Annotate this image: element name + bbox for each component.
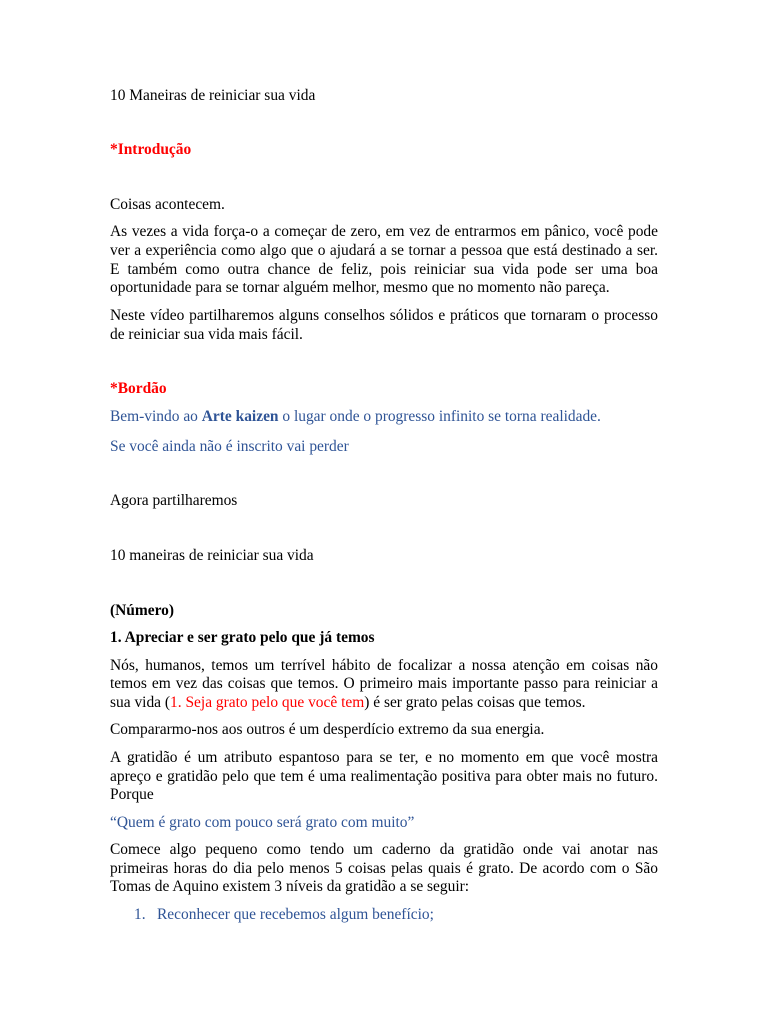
item-paragraph — [110, 749, 658, 805]
subscribe-line: Se você ainda não é inscrito vai perder — [110, 437, 349, 455]
section-heading-bordao: *Bordão — [110, 380, 167, 398]
blank-line — [110, 575, 658, 594]
intro-opening-line: Coisas acontecem. — [110, 196, 225, 214]
welcome-text: Bem-vindo ao — [110, 407, 202, 425]
item-paragraph — [110, 657, 658, 713]
section-heading-introducao: *Introdução — [110, 141, 192, 159]
list-item-text: Reconhecer que recebemos algum benefício; — [157, 905, 434, 923]
item-heading: 1. Apreciar e ser grato pelo que já temos — [110, 629, 375, 647]
paragraph-line: Nós, humanos, temos um terrível hábito de focalizar a nossa atenção em coisas não — [110, 656, 658, 674]
paragraph-text: sua vida ( — [110, 694, 171, 712]
paragraph-line: As vezes a vida força-o a começar de zero, em vez de entrarmos em pânico, você pode — [110, 223, 658, 241]
paragraph-line: Porque — [110, 786, 154, 804]
paragraph-line: Tomas de Aquino existem 3 níveis da gratidão a se seguir: — [110, 878, 470, 896]
paragraph-line: de reiniciar sua vida mais fácil. — [110, 325, 303, 343]
paragraph-line: primeiras horas do dia pelo menos 5 coisas pelas quais é grato. De acordo com o São — [110, 859, 658, 877]
intro-video-paragraph — [110, 307, 658, 344]
list-item — [110, 906, 658, 925]
blank-line — [110, 353, 658, 372]
welcome-line — [110, 408, 658, 427]
paragraph-line: oportunidade para se tornar alguém melhor, mesmo que no momento não pareça. — [110, 279, 610, 297]
highlighted-tip: 1. Seja grato pelo que você tem — [170, 694, 365, 712]
intro-paragraph — [110, 223, 658, 298]
paragraph-line: ver a experiência como algo que o ajudará a se tornar a pessoa que está destinado a ser. — [110, 242, 658, 260]
paragraph-line: Neste vídeo partilharemos alguns conselhos sólidos e práticos que tornaram o processo — [110, 306, 658, 324]
transition-line: Agora partilharemos — [110, 492, 238, 510]
blank-line — [110, 169, 658, 188]
document-title: 10 Maneiras de reiniciar sua vida — [110, 86, 316, 104]
quote-line: “Quem é grato com pouco será grato com muito” — [110, 813, 415, 831]
paragraph-line: Comece algo pequeno como tendo um caderno da gratidão onde vai anotar nas — [110, 840, 658, 858]
channel-name: Arte kaizen — [201, 407, 279, 425]
item-paragraph: Compararmo-nos aos outros é um desperdício extremo da sua energia. — [110, 721, 545, 739]
paragraph-line — [110, 694, 658, 713]
item-paragraph — [110, 841, 658, 897]
list-item-number: 1. — [134, 905, 146, 923]
list-title: 10 maneiras de reiniciar sua vida — [110, 547, 314, 565]
paragraph-line: A gratidão é um atributo espantoso para se ter, e no momento em que você mostra — [110, 748, 658, 766]
blank-line — [110, 114, 658, 133]
blank-line — [110, 520, 658, 539]
blank-line — [110, 465, 658, 484]
paragraph-line: temos em vez das coisas que temos. O primeiro mais importante passo para reiniciar a — [110, 675, 658, 693]
paragraph-text: ) é ser grato pelas coisas que temos. — [364, 694, 586, 712]
welcome-text: o lugar onde o progresso infinito se torna realidade. — [278, 407, 601, 425]
number-label: (Número) — [110, 601, 175, 619]
paragraph-line: apreço e gratidão pelo que tem é uma realimentação positiva para obter mais no futuro. — [110, 767, 658, 785]
paragraph-line: E também como outra chance de feliz, pois reiniciar sua vida pode ser uma boa — [110, 260, 658, 278]
